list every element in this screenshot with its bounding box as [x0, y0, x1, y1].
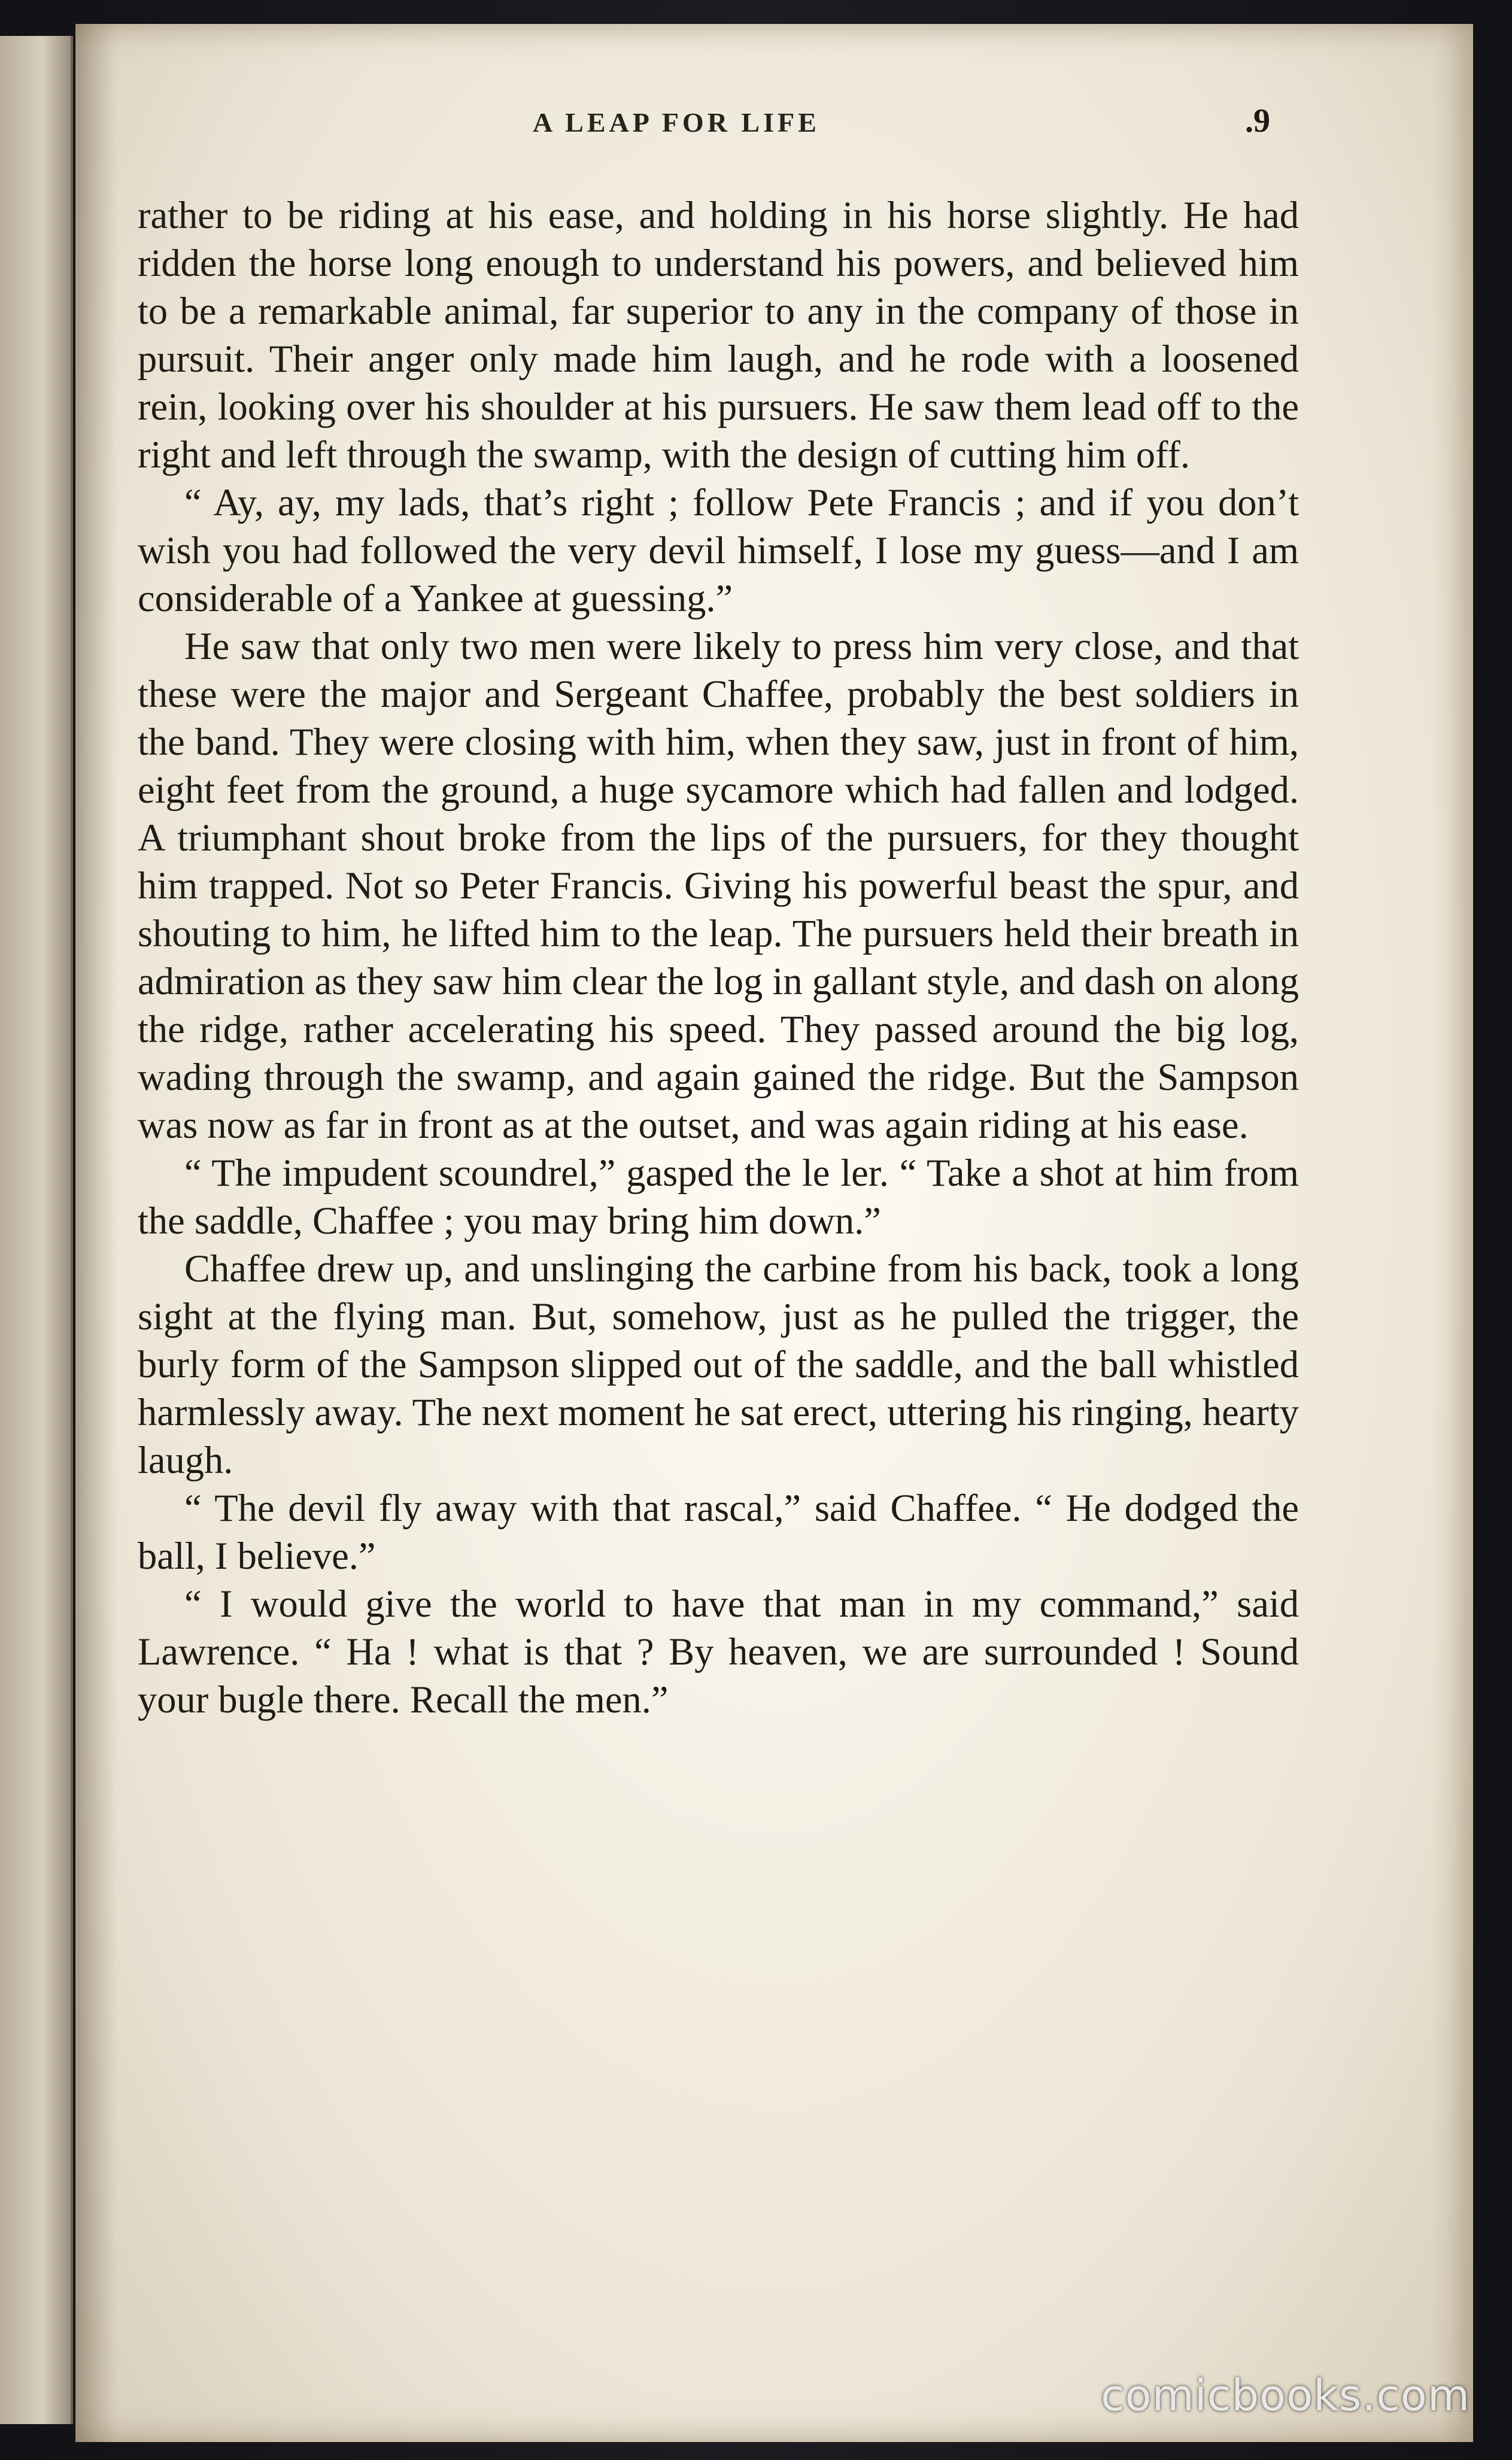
facing-page-edge — [0, 36, 73, 2424]
paragraph: “ The devil fly away with that rascal,” said Chaffee. “ He dodged the ball, I believe.” — [138, 1487, 1299, 1577]
body-text — [138, 192, 1299, 1724]
paragraph: “ The impudent scoundrel,” gasped the le ler. “ Take a shot at him from the saddle, Chaffee ; you may bring him down.” — [138, 1152, 1299, 1242]
paragraph: “ Ay, ay, my lads, that’s right ; follow Pete Francis ; and if you don’t wish you had followed the very devil himself, I lose my guess—and I am considerable of a Yankee at guessing.” — [138, 481, 1299, 619]
paragraph: He saw that only two men were likely to press him very close, and that these were the major and Sergeant Chaffee, probably the best soldiers in the band. They were closing with him, when they saw, just in front of him, eight feet from the ground, a huge sycamore which had fallen and lodged. A triumphant shout broke from the lips of the pursuers, for they thought him trapped. Not so Peter Francis. Giving his powerful beast the spur, and shouting to him, he lifted him to the leap. The pursuers held their breath in admiration as they saw him clear the log in gallant style, and dash on along the ridge, rather accelerating his speed. They passed around the big log, wading through the swamp, and again gained the ridge. But the Sampson was now as far in front as at the outset, and was again riding at his ease. — [138, 625, 1299, 1146]
paragraph: “ I would give the world to have that man in my command,” said Lawrence. “ Ha ! what is that ? By heaven, we are surrounded ! Sound your bugle there. Recall the men.” — [138, 1583, 1299, 1721]
paragraph: Chaffee drew up, and unslinging the carbine from his back, took a long sight at the flying man. But, somehow, just as he pulled the trigger, the burly form of the Sampson slipped out of the saddle, and the ball whistled harmlessly away. The next moment he sat erect, uttering his ringing, hearty laugh. — [138, 1247, 1299, 1481]
running-title: A LEAP FOR LIFE — [533, 107, 820, 138]
gutter-shadow — [75, 24, 117, 2442]
page-number: .9 — [1245, 102, 1270, 139]
site-watermark: comicbooks.com — [1100, 2370, 1470, 2420]
paragraph: rather to be riding at his ease, and holding in his horse slightly. He had ridden the horse long enough to understand his powers, and believed him to be a remarkable animal, far superior to any in the company of those in pursuit. Their anger only made him laugh, and he rode with a loosened rein, looking over his shoulder at his pursuers. He saw them lead off to the right and left through the swamp, with the design of cutting him off. — [138, 194, 1299, 476]
